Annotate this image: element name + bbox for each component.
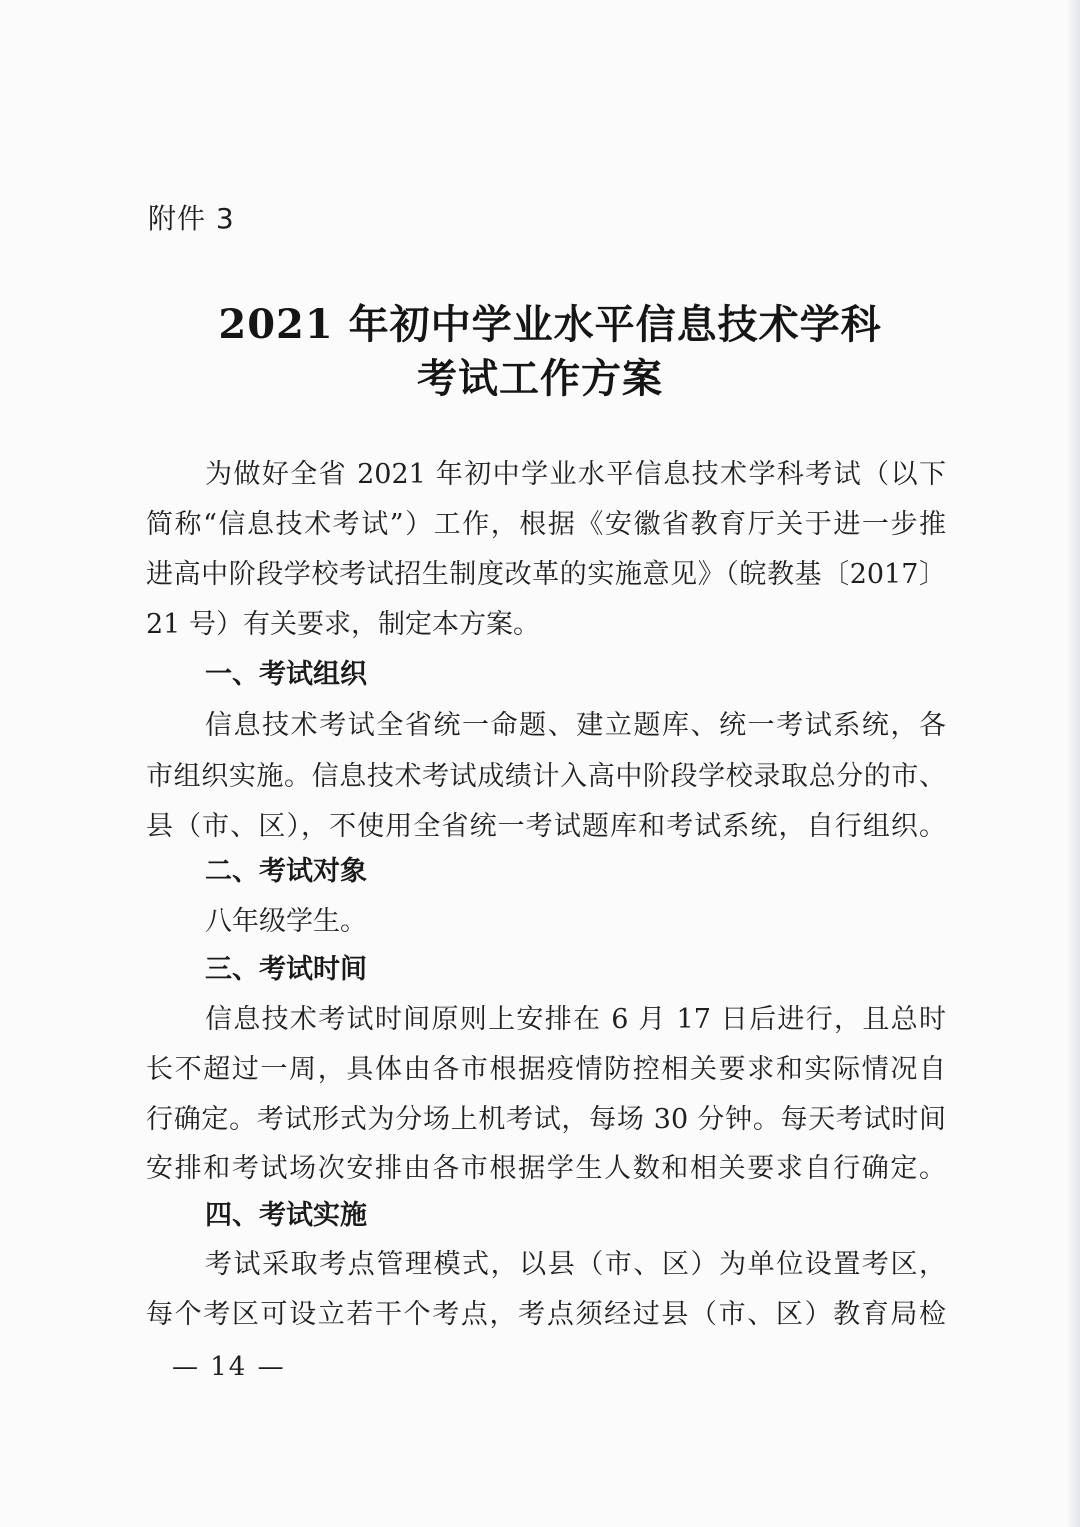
intro-line-2: 简称“信息技术考试”）工作，根据《安徽省教育厅关于进一步推 (146, 509, 946, 540)
section-3-line-2: 长不超过一周，具体由各市根据疫情防控相关要求和实际情况自 (146, 1054, 946, 1085)
section-2-line-1: 八年级学生。 (205, 906, 367, 937)
page-number: — 14 — (172, 1352, 286, 1382)
page-edge-shadow (1066, 0, 1080, 1527)
section-heading-time: 三、考试时间 (205, 954, 367, 985)
section-3-line-4: 安排和考试场次安排由各市根据学生人数和相关要求自行确定。 (146, 1153, 946, 1184)
section-heading-implementation: 四、考试实施 (205, 1200, 367, 1231)
section-3-line-3: 行确定。考试形式为分场上机考试，每场 30 分钟。每天考试时间 (146, 1104, 946, 1135)
attachment-label: 附件 3 (148, 202, 235, 235)
section-heading-candidates: 二、考试对象 (205, 856, 367, 887)
section-1-line-2: 市组织实施。信息技术考试成绩计入高中阶段学校录取总分的市、 (146, 761, 946, 792)
document-title-line-2: 考试工作方案 (417, 355, 663, 402)
intro-line-1: 为做好全省 2021 年初中学业水平信息技术学科考试（以下 (205, 459, 946, 490)
section-4-line-1: 考试采取考点管理模式，以县（市、区）为单位设置考区， (205, 1249, 946, 1280)
document-title-line-1: 2021 年初中学业水平信息技术学科 (218, 301, 882, 348)
section-heading-organization: 一、考试组织 (205, 659, 367, 690)
section-4-line-2: 每个考区可设立若干个考点，考点须经过县（市、区）教育局检 (146, 1299, 946, 1330)
intro-line-3: 进高中阶段学校考试招生制度改革的实施意见》（皖教基〔2017〕 (146, 559, 946, 590)
intro-line-4: 21 号）有关要求，制定本方案。 (146, 609, 540, 640)
section-3-line-1: 信息技术考试时间原则上安排在 6 月 17 日后进行，且总时 (205, 1004, 946, 1035)
section-1-line-1: 信息技术考试全省统一命题、建立题库、统一考试系统，各 (205, 710, 946, 741)
section-1-line-3: 县（市、区），不使用全省统一考试题库和考试系统，自行组织。 (146, 811, 946, 842)
